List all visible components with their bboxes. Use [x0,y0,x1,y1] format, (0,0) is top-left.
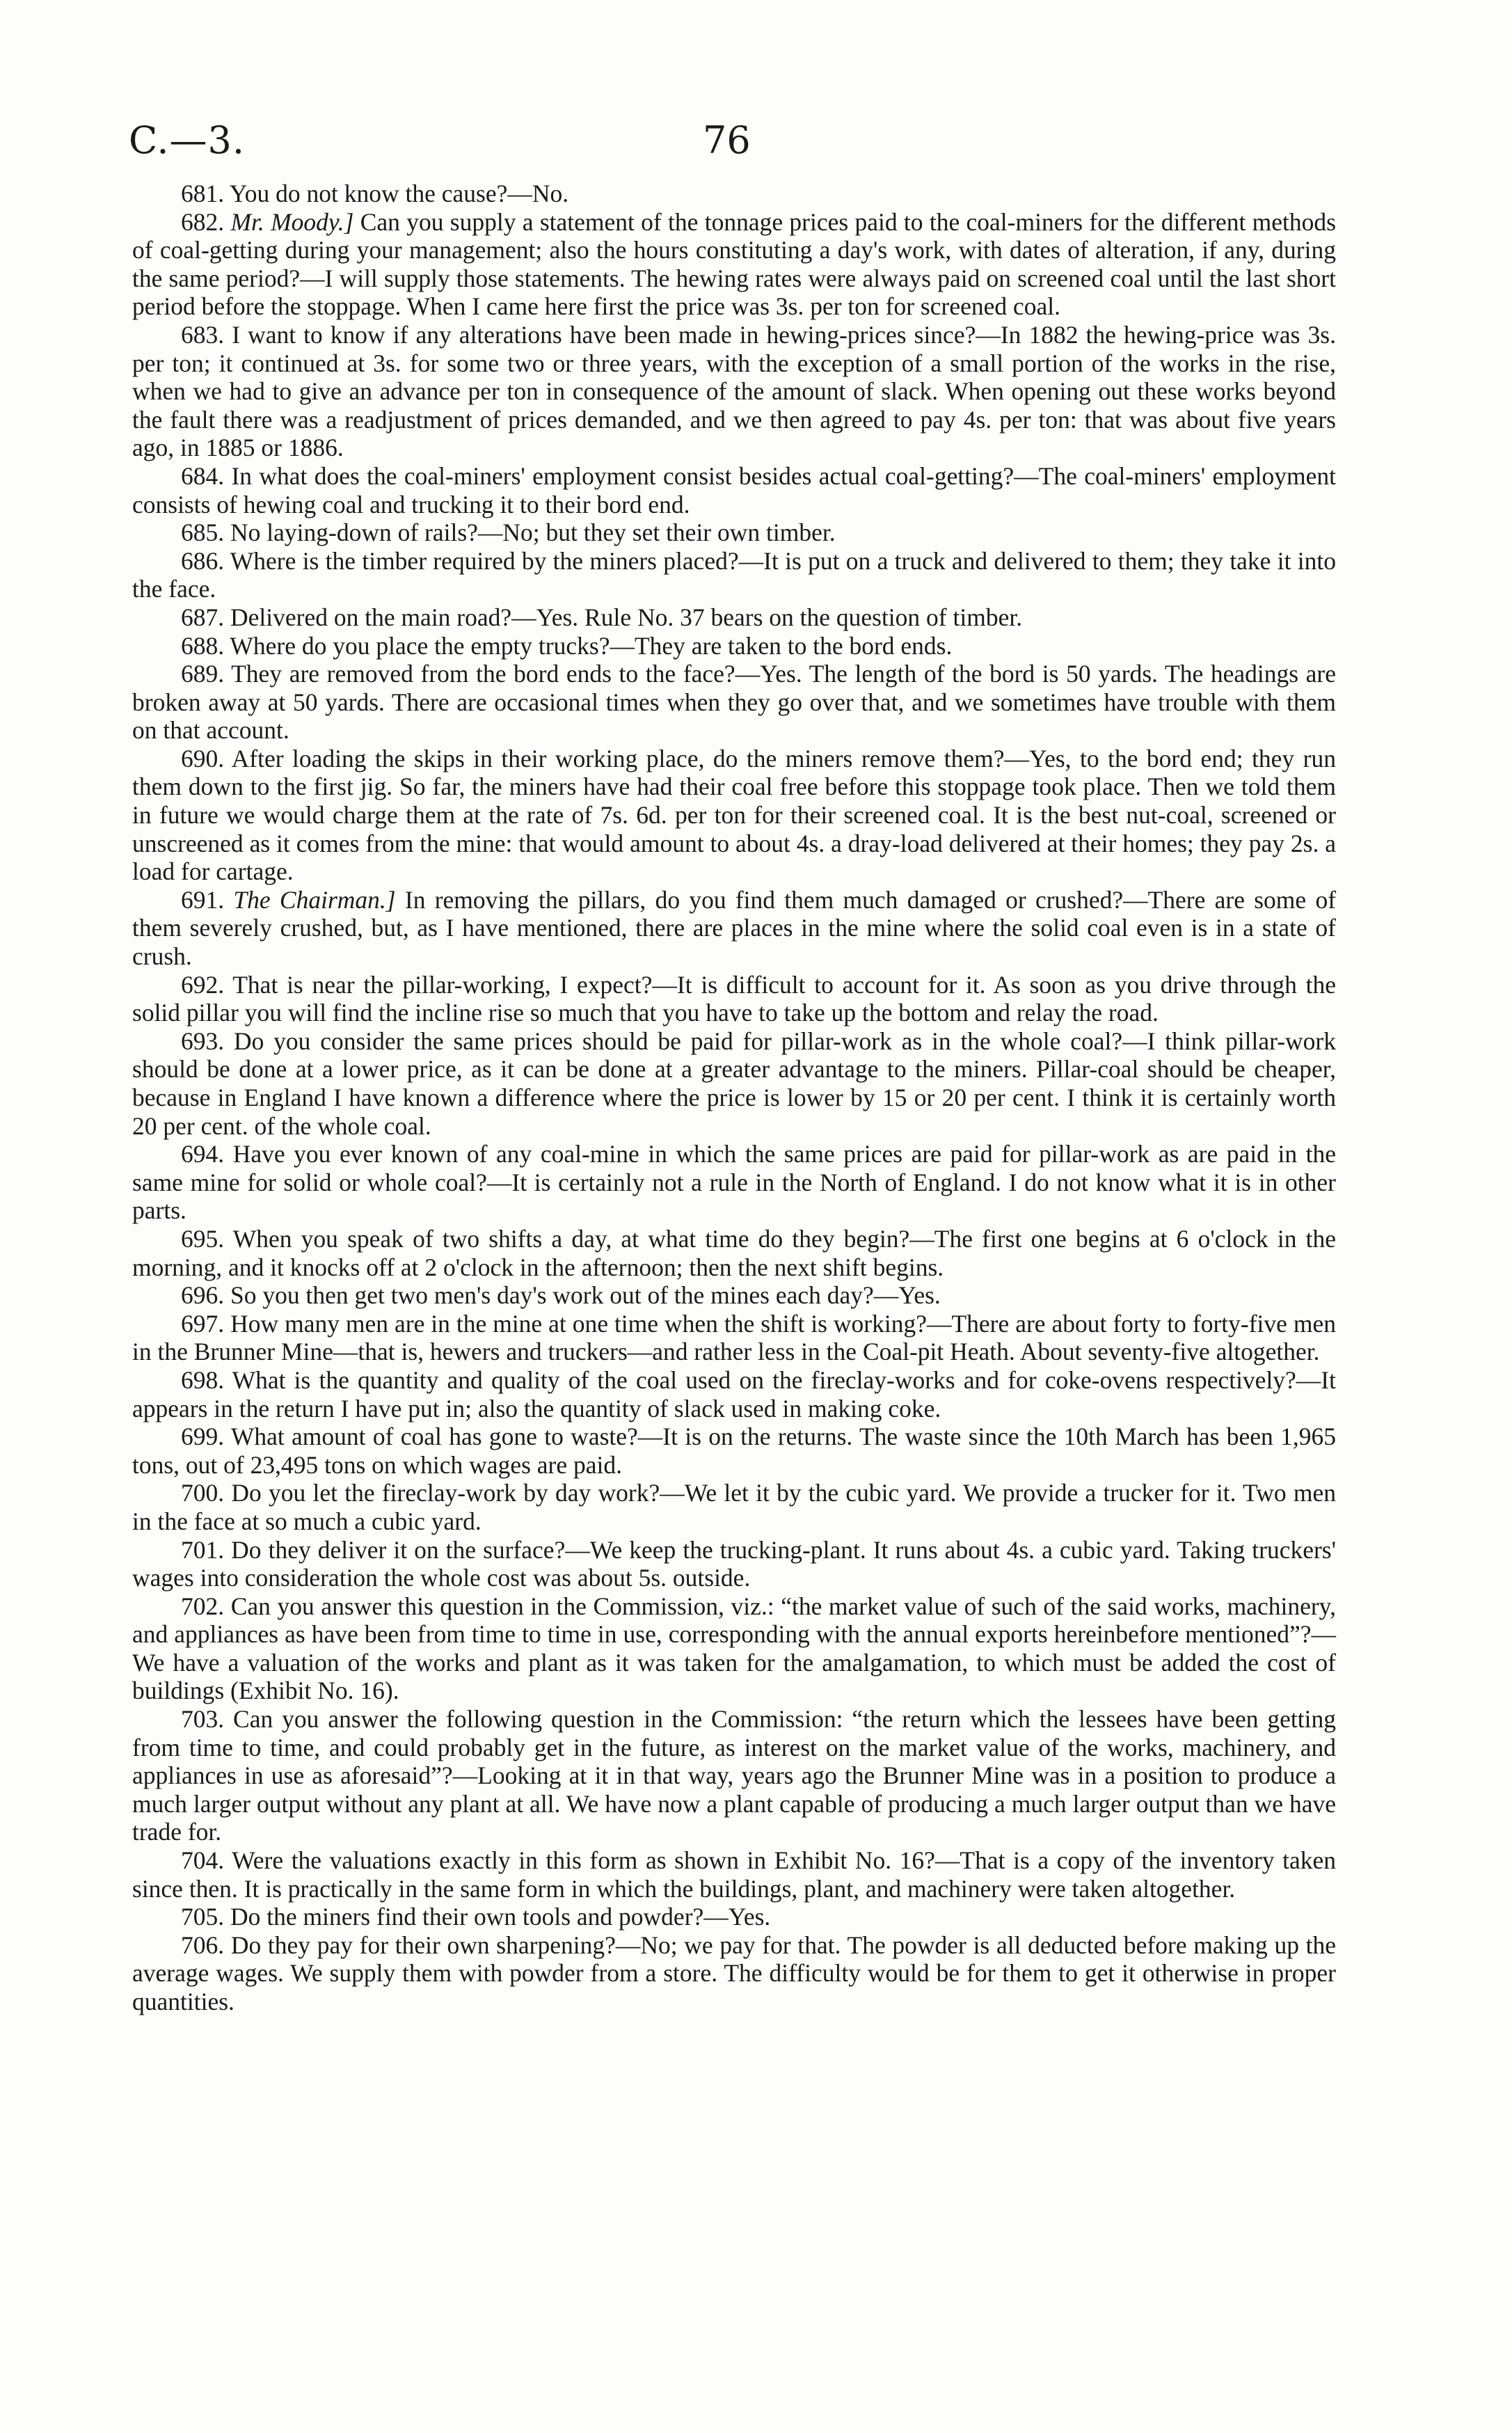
question-number: 686. [181,546,225,575]
question-answer-text: After loading the skips in their working place, do the miners remove them?—Yes, to the bord end; they run them down to the first jig. So far, the miners have had their coal free before this stoppage took place. Then we told them in future we would charge them at the rate of 7s. 6d. per ton for their screened coal. It is the best nut-coal, screened or unscreened as it comes from the mine: that would amount to about 4s. a dray-load delivered at their homes; they pay 2s. a load for cartage. [132,744,1336,886]
question-number: 697. [181,1309,225,1338]
question-answer-text: Can you answer the following question in the Commission: “the return which the lessees have been getting from time to time, and could probably get in the future, as interest on the market value of the works, machinery, and appliances in use as aforesaid”?—Looking at it in that way, years ago the Brunner Mine was in a position to produce a much larger output without any plant at all. We have now a plant capable of producing a much larger output than we have trade for. [132,1705,1336,1846]
testimony-paragraph [132,660,1336,745]
testimony-paragraph [132,1479,1336,1535]
testimony-paragraph [132,1140,1336,1225]
testimony-paragraph [132,1592,1336,1705]
question-answer-text: Can you supply a statement of the tonnage prices paid to the coal-miners for the different methods of coal-getting during your management; also the hours constituting a day's work, with dates of alteration, if any, during the same period?—I will supply those statements. The hewing rates were always paid on screened coal until the last short period before the stoppage. When I came here first the price was 3s. per ton for screened coal. [132,207,1336,321]
question-answer-text: Do they pay for their own sharpening?—No; we pay for that. The powder is all deducted before making up the average wages. We supply them with powder from a store. The difficulty would be for them to get it otherwise in proper quantities. [132,1931,1337,2015]
question-answer-text: You do not know the cause?—No. [229,180,569,207]
question-number: 683. [181,320,225,349]
question-number: 690. [181,744,225,772]
speaker-label: The Chairman.] [233,885,396,914]
testimony-paragraph [132,745,1336,886]
testimony-paragraph [132,603,1336,632]
testimony-paragraph [132,547,1336,603]
testimony-paragraph [132,1846,1336,1903]
testimony-paragraph [132,1310,1336,1366]
testimony-paragraph [132,1931,1336,2016]
question-number: 694. [181,1140,225,1168]
question-answer-text: No laying-down of rails?—No; but they set their own timber. [230,518,836,547]
page-number: 76 [703,118,751,162]
testimony-paragraph [132,1536,1336,1592]
testimony-body [132,180,1336,2016]
question-answer-text: So you then get two men's day's work out of the mines each day?—Yes. [230,1281,941,1310]
question-number: 693. [181,1027,225,1055]
testimony-paragraph [132,971,1336,1027]
question-number: 696. [181,1281,225,1310]
question-answer-text: Do you let the fireclay-work by day work?—We let it by the cubic yard. We provide a trucker for it. Two men in the face at so much a cubic yard. [132,1479,1336,1535]
testimony-paragraph [132,1422,1336,1479]
question-number: 687. [181,603,225,631]
question-number: 699. [181,1422,225,1451]
question-answer-text: Have you ever known of any coal-mine in which the same prices are paid for pillar-work as are paid in the same mine for solid or whole coal?—It is certainly not a rule in the North of England. I do not know what it is in other parts. [132,1140,1337,1225]
question-number: 704. [181,1846,225,1875]
question-answer-text: When you speak of two shifts a day, at what time do they begin?—The first one begins at 6 o'clock in the morning, and it knocks off at 2 o'clock in the afternoon; then the next shift begins. [132,1224,1337,1281]
question-number: 681. [181,180,225,207]
testimony-paragraph [132,1281,1336,1310]
testimony-paragraph [132,1027,1336,1140]
question-answer-text: Do the miners find their own tools and powder?—Yes. [230,1903,771,1931]
question-answer-text: How many men are in the mine at one time when the shift is working?—There are about forty to forty-five men in the Brunner Mine—that is, hewers and truckers—and rather less in the Coal-pit Heath. About seventy-five altogether. [132,1309,1337,1366]
question-answer-text: Delivered on the main road?—Yes. Rule No. 37 bears on the question of timber. [230,603,1023,631]
question-number: 689. [181,660,225,688]
question-answer-text: That is near the pillar-working, I expect?—It is difficult to account for it. As soon as you drive through the solid pillar you will find the incline rise so much that you have to take up the bottom and relay the road. [132,970,1336,1027]
question-answer-text: In removing the pillars, do you find them much damaged or crushed?—There are some of them severely crushed, but, as I have mentioned, there are places in the mine where the solid coal even is in a state of crush. [132,885,1337,971]
testimony-paragraph [132,462,1336,518]
question-answer-text: Where is the timber required by the miners placed?—It is put on a truck and delivered to them; they take it into the face. [132,546,1336,603]
question-number: 685. [181,518,225,547]
question-number: 698. [181,1365,225,1394]
question-number: 706. [181,1931,225,1959]
question-answer-text: Do you consider the same prices should be paid for pillar-work as in the whole coal?—I think pillar-work should be done at a lower price, as it can be done at a greater advantage to the miners. Pillar-coal should be cheaper, because in England I have known a difference where the price is lower by 15 or 20 per cent. I think it is certainly worth 20 per cent. of the whole coal. [132,1027,1337,1140]
question-answer-text: Do they deliver it on the surface?—We keep the trucking-plant. It runs about 4s. a cubic yard. Taking truckers' wages into consideration the whole cost was about 5s. outside. [132,1535,1336,1592]
question-answer-text: Can you answer this question in the Commission, viz.: “the market value of such of the said works, machinery, and appliances as have been from time to time in use, corresponding with the annual exports hereinbefore mentioned”?—We have a valuation of the works and plant as it was taken for the amalgamation, to which must be added the cost of buildings (Exhibit No. 16). [132,1592,1336,1705]
question-number: 682. [181,207,225,236]
question-number: 684. [181,461,225,490]
question-number: 695. [181,1224,225,1253]
question-answer-text: Where do you place the empty trucks?—They are taken to the bord ends. [230,631,953,660]
question-answer-text: They are removed from the bord ends to the face?—Yes. The length of the bord is 50 yards. The headings are broken away at 50 yards. There are occasional times when they go over that, and we sometimes have trouble with them on that account. [132,660,1336,745]
testimony-paragraph [132,208,1336,321]
testimony-paragraph [132,321,1336,462]
speaker-label: Mr. Moody.] [230,207,354,236]
question-number: 703. [181,1705,225,1734]
testimony-paragraph [132,1366,1336,1422]
testimony-paragraph [132,518,1336,547]
testimony-paragraph [132,886,1336,971]
question-answer-text: I want to know if any alterations have been made in hewing-prices since?—In 1882 the hewing-price was 3s. per ton; it continued at 3s. for some two or three years, with the exception of a small portion of the works in the rise, when we had to give an advance per ton in consequence of the amount of slack. When opening out these works beyond the fault there was a readjustment of prices demanded, and we then agreed to pay 4s. per ton: that was about five years ago, in 1885 or 1886. [132,320,1336,462]
document-code: C.—3. [129,118,246,162]
question-number: 701. [181,1535,225,1564]
question-number: 688. [181,631,225,660]
testimony-paragraph [132,1705,1336,1846]
testimony-paragraph [132,1225,1336,1281]
testimony-paragraph [132,632,1336,660]
question-number: 702. [181,1592,225,1620]
question-number: 691. [181,885,225,914]
testimony-paragraph [132,180,1336,208]
question-number: 700. [181,1479,225,1507]
testimony-paragraph [132,1903,1336,1931]
question-answer-text: What amount of coal has gone to waste?—It is on the returns. The waste since the 10th March has been 1,965 tons, out of 23,495 tons on which wages are paid. [132,1422,1337,1479]
question-number: 705. [181,1903,225,1931]
question-answer-text: What is the quantity and quality of the coal used on the fireclay-works and for coke-ovens respectively?—It appears in the return I have put in; also the quantity of slack used in making coke. [132,1365,1336,1422]
question-answer-text: In what does the coal-miners' employment consist besides actual coal-getting?—The coal-miners' employment consists of hewing coal and trucking it to their bord end. [132,461,1336,518]
question-answer-text: Were the valuations exactly in this form as shown in Exhibit No. 16?—That is a copy of the inventory taken since then. It is practically in the same form in which the buildings, plant, and machinery were taken altogether. [132,1846,1336,1903]
question-number: 692. [181,970,225,999]
